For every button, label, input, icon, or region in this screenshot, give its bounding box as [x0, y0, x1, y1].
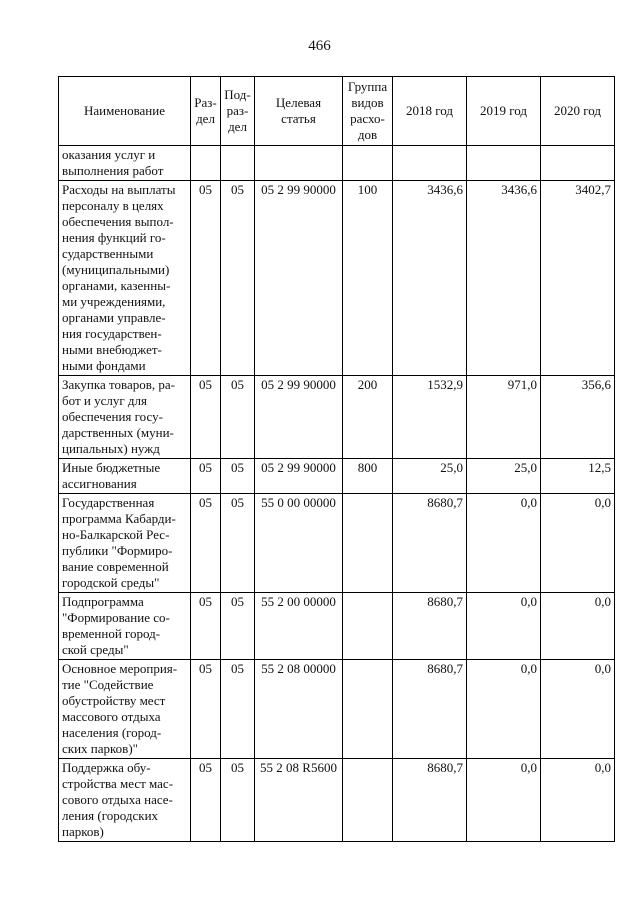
- row-subsection: [221, 146, 255, 181]
- table-header: [59, 77, 615, 146]
- row-name: Подпрограмма "Формирование со- временной город- ской среды": [59, 593, 191, 660]
- row-2018: 1532,9: [393, 376, 467, 459]
- row-2018: 25,0: [393, 459, 467, 494]
- row-name: Поддержка обу- стройства мест мас- сового отдыха насе- ления (городских парков): [59, 759, 191, 842]
- row-target: 05 2 99 90000: [255, 459, 343, 494]
- row-subsection: 05: [221, 660, 255, 759]
- row-2018: 8680,7: [393, 660, 467, 759]
- table-row: [59, 494, 615, 593]
- row-group: [343, 660, 393, 759]
- header-group: Группа видов расхо- дов: [343, 77, 393, 146]
- row-2019: 0,0: [467, 593, 541, 660]
- row-name: Расходы на выплаты персоналу в целях обеспечения выпол- нения функций го- сударственными (муниципальными) органами, казенны- ми учреждениями, органами управле- ния государствен- ными внебюджет- ными фондами: [59, 181, 191, 376]
- row-2019: 3436,6: [467, 181, 541, 376]
- table-row: [59, 376, 615, 459]
- table-row: [59, 146, 615, 181]
- row-2020: 3402,7: [541, 181, 615, 376]
- row-subsection: 05: [221, 494, 255, 593]
- page-number: 466: [308, 38, 331, 54]
- row-target: [255, 146, 343, 181]
- row-target: 55 2 08 00000: [255, 660, 343, 759]
- table-row: [59, 181, 615, 376]
- row-2019: 971,0: [467, 376, 541, 459]
- row-2019: 0,0: [467, 494, 541, 593]
- header-subsection: Под- раз- дел: [221, 77, 255, 146]
- row-target: 05 2 99 90000: [255, 376, 343, 459]
- row-target: 55 0 00 00000: [255, 494, 343, 593]
- row-section: 05: [191, 376, 221, 459]
- row-2018: 8680,7: [393, 759, 467, 842]
- row-2019: 25,0: [467, 459, 541, 494]
- row-subsection: 05: [221, 376, 255, 459]
- row-group: [343, 494, 393, 593]
- row-2018: 3436,6: [393, 181, 467, 376]
- row-subsection: 05: [221, 459, 255, 494]
- row-target: 55 2 00 00000: [255, 593, 343, 660]
- row-section: [191, 146, 221, 181]
- header-target: Целевая статья: [255, 77, 343, 146]
- row-section: 05: [191, 494, 221, 593]
- table-row: [59, 459, 615, 494]
- row-section: 05: [191, 593, 221, 660]
- row-name: оказания услуг и выполнения работ: [59, 146, 191, 181]
- row-2020: 356,6: [541, 376, 615, 459]
- row-2018: 8680,7: [393, 593, 467, 660]
- row-name: Государственная программа Кабарди- но-Балкарской Рес- публики "Формиро- вание современной городской среды": [59, 494, 191, 593]
- row-2019: 0,0: [467, 660, 541, 759]
- table-row: [59, 660, 615, 759]
- header-section: Раз- дел: [191, 77, 221, 146]
- row-section: 05: [191, 759, 221, 842]
- table-row: [59, 759, 615, 842]
- row-2018: 8680,7: [393, 494, 467, 593]
- row-2020: 0,0: [541, 593, 615, 660]
- header-name: Наименование: [59, 77, 191, 146]
- row-name: Иные бюджетные ассигнования: [59, 459, 191, 494]
- row-2020: 0,0: [541, 494, 615, 593]
- row-name: Закупка товаров, ра- бот и услуг для обеспечения госу- дарственных (муни- ципальных) нужд: [59, 376, 191, 459]
- row-section: 05: [191, 660, 221, 759]
- row-group: [343, 146, 393, 181]
- table-row: [59, 593, 615, 660]
- row-2018: [393, 146, 467, 181]
- row-group: 800: [343, 459, 393, 494]
- header-2019: 2019 год: [467, 77, 541, 146]
- row-group: [343, 759, 393, 842]
- row-subsection: 05: [221, 181, 255, 376]
- row-section: 05: [191, 459, 221, 494]
- row-target: 55 2 08 R5600: [255, 759, 343, 842]
- row-2020: 0,0: [541, 660, 615, 759]
- row-2020: 0,0: [541, 759, 615, 842]
- row-2020: 12,5: [541, 459, 615, 494]
- row-section: 05: [191, 181, 221, 376]
- row-name: Основное мероприя- тие "Содействие обустройству мест массового отдыха населения (город- ских парков)": [59, 660, 191, 759]
- row-target: 05 2 99 90000: [255, 181, 343, 376]
- header-2018: 2018 год: [393, 77, 467, 146]
- row-2020: [541, 146, 615, 181]
- budget-table: [58, 76, 615, 842]
- row-subsection: 05: [221, 759, 255, 842]
- row-2019: 0,0: [467, 759, 541, 842]
- header-2020: 2020 год: [541, 77, 615, 146]
- row-group: 100: [343, 181, 393, 376]
- row-group: 200: [343, 376, 393, 459]
- row-subsection: 05: [221, 593, 255, 660]
- row-group: [343, 593, 393, 660]
- row-2019: [467, 146, 541, 181]
